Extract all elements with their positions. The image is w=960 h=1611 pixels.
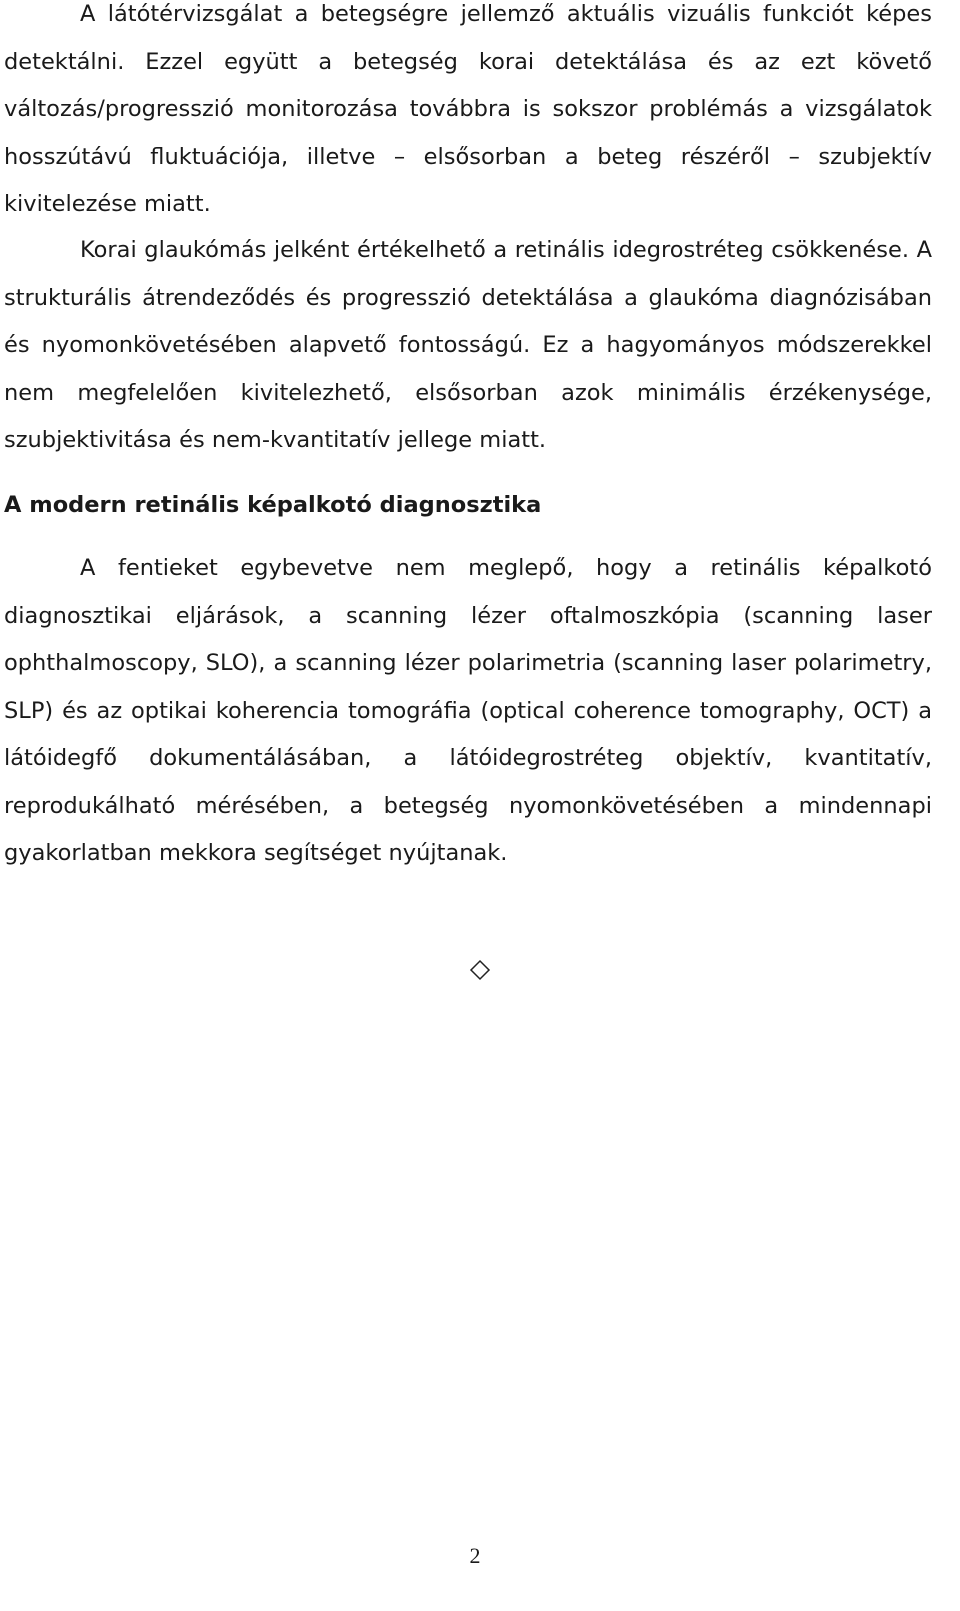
section-heading: A modern retinális képalkotó diagnosztika (4, 492, 542, 518)
page-number: 2 (469, 1543, 481, 1568)
paragraph-glaucoma-sign: Korai glaukómás jelként értékelhető a retinális idegrostréteg csökkenése. A strukturális átrendeződés és progresszió detektálása a glaukóma diagnózisában és nyomonkövetésében alapvető fontosságú. Ez a hagyományos módszerekkel nem megfelelően kivitelezhető, elsősorban azok minimális érzékenysége, szubjektivitása és nem-kvantitatív jellege miatt. (4, 237, 932, 453)
paragraph-visual-field: A látótérvizsgálat a betegségre jellemző aktuális vizuális funkciót képes detektálni. Ezzel együtt a betegség korai detektálása és az ezt követő változás/progresszió monitorozása továbbra is sokszor problémás a vizsgálatok hosszútávú fluktuációja, illetve – elsősorban a beteg részéről – szubjektív kivitelezése miatt. (4, 1, 932, 217)
diamond-icon (469, 959, 491, 981)
paragraph-imaging-diagnostics: A fentieket egybevetve nem meglepő, hogy a retinális képalkotó diagnosztikai eljárások, a scanning lézer oftalmoszkópia (scanning laser ophthalmoscopy, SLO), a scanning lézer polarimetria (scanning laser polarimetry, SLP) és az optikai koherencia tomográfia (optical coherence tomography, OCT) a látóidegfő dokumentálásában, a látóidegrostréteg objektív, kvantitatív, reprodukálható mérésében, a betegség nyomonkövetésében a mindennapi gyakorlatban mekkora segítséget nyújtanak. (4, 555, 932, 866)
